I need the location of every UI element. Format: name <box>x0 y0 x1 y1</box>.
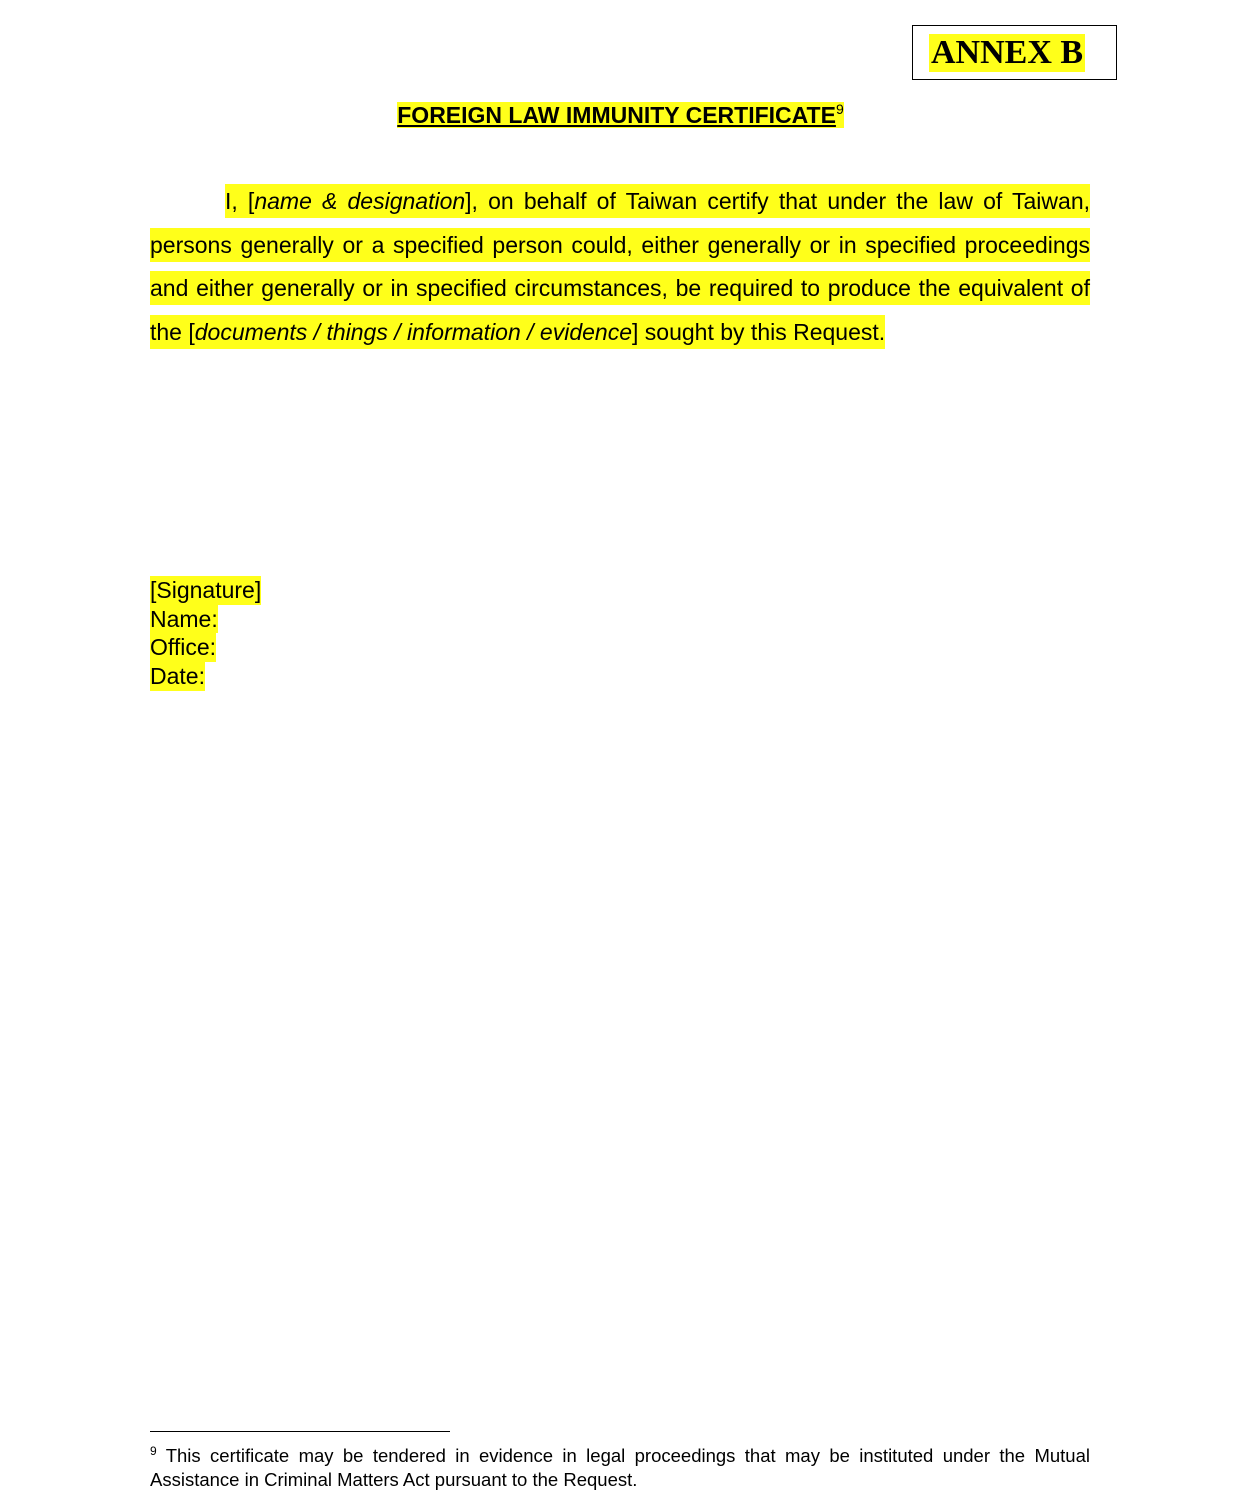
footnote-number: 9 <box>150 1444 157 1458</box>
certification-part-1: I, [ <box>225 188 255 214</box>
signature-line: [Signature] <box>150 577 262 603</box>
footnote <box>150 1444 1090 1492</box>
certification-part-2: ], on behalf of Taiwan certify that under the law of Taiwan, persons generally or a specified person could, either generally or in specified proceedings and either generally or in specified circumstances, be required to produce the equivalent of the [ <box>150 188 1091 345</box>
title-footnote-ref: 9 <box>835 101 844 117</box>
items-placeholder: documents / things / information / evidence <box>194 318 633 345</box>
title-text: FOREIGN LAW IMMUNITY CERTIFICATE <box>397 102 836 128</box>
signature-block <box>150 576 261 691</box>
name-line: Name: <box>150 605 218 632</box>
footnote-separator <box>150 1431 450 1432</box>
office-line: Office: <box>150 634 217 661</box>
annex-label-box <box>912 25 1117 80</box>
annex-label: ANNEX B <box>931 34 1084 71</box>
date-line: Date: <box>150 663 205 690</box>
document-title <box>0 100 1241 130</box>
certification-part-3: ] sought by this Request. <box>632 318 886 345</box>
name-designation-placeholder: name & designation <box>254 188 466 214</box>
certification-paragraph <box>150 180 1090 354</box>
footnote-text: This certificate may be tendered in evidence in legal proceedings that may be instituted under the Mutual Assistance in Criminal Matters Act pursuant to the Request. <box>150 1445 1090 1490</box>
